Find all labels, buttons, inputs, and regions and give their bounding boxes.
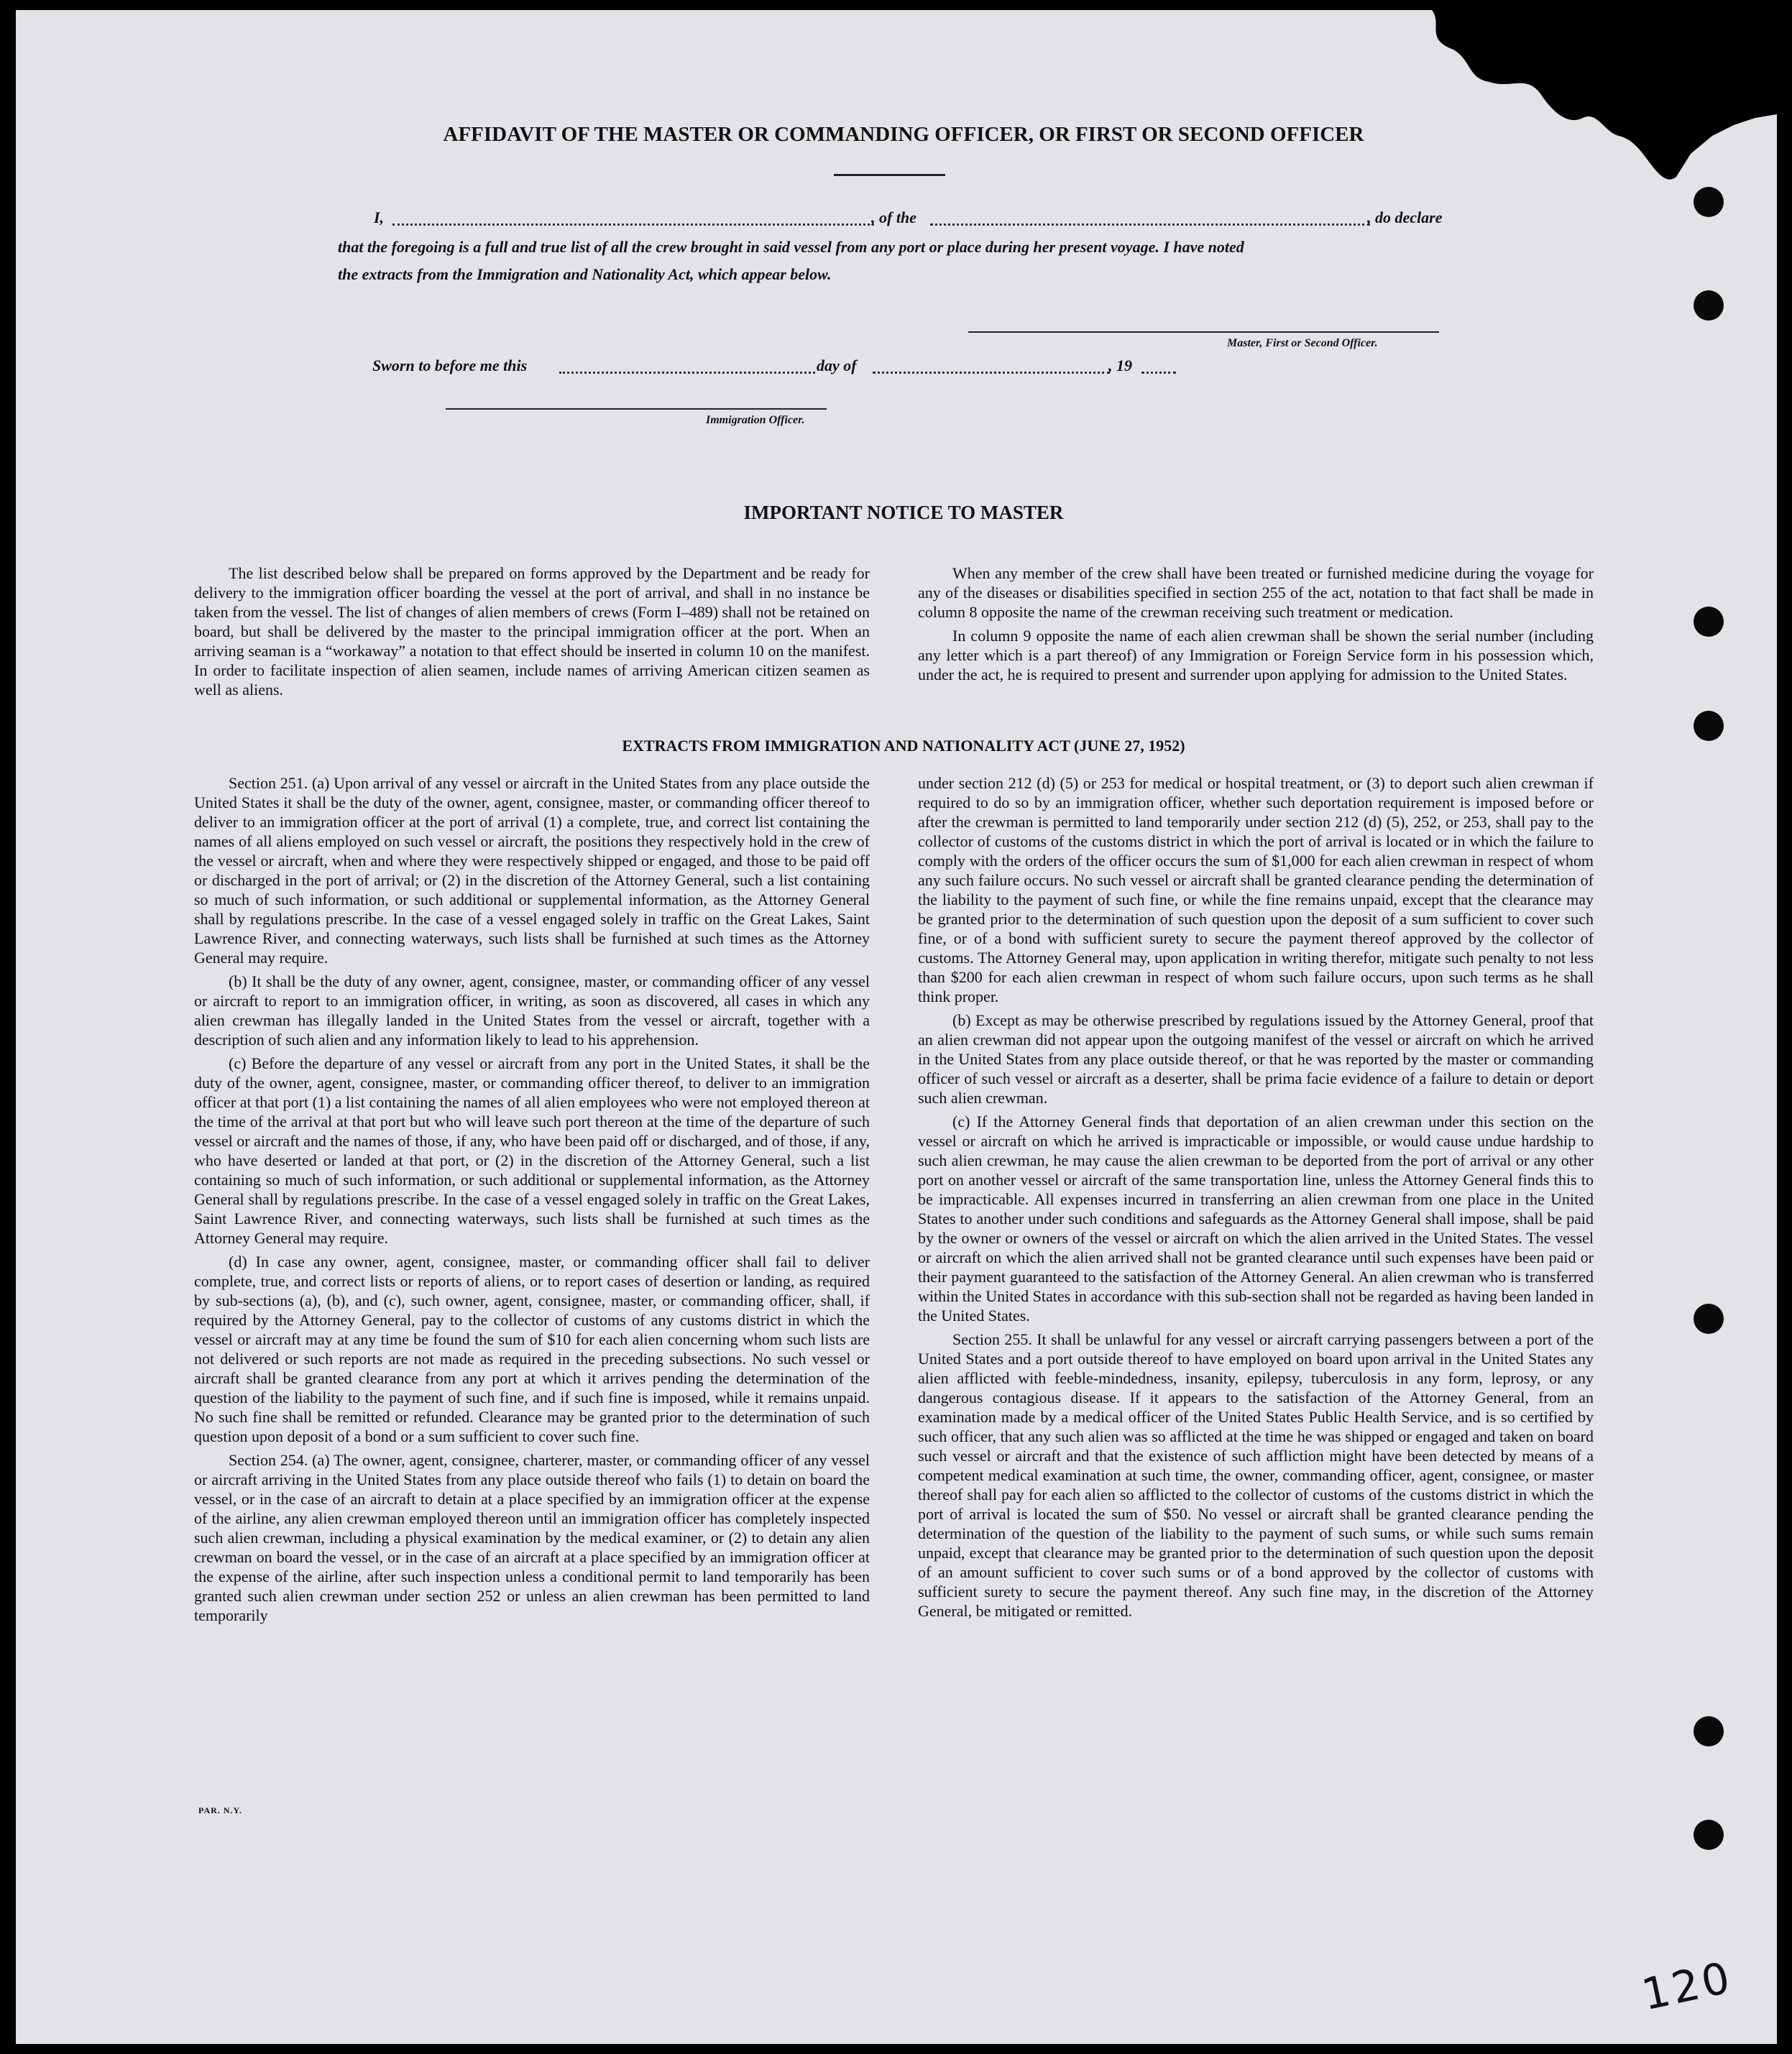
master-signature-label: Master, First or Second Officer. <box>1227 337 1378 349</box>
year-blank[interactable] <box>1141 372 1176 374</box>
extract-paragraph: (d) In case any owner, agent, consignee, master, or commanding officer shall fail to deliver complete, true, and correct lists or reports of aliens, or to report cases of desertion or landing, as required by sub-sections (a), (b), and (c), such owner, agent, consignee, master, or commanding officer, shall, if required by the Attorney General, pay to the collector of customs of any customs district in which the vessel or aircraft may at any time be found the sum of $10 for each alien concerning whom such lists are not delivered or such reports are not made as required in the preceding subsections. No such vessel or aircraft shall be granted clearance from any port at which it arrives pending the determination of the question of the liability to the payment of such fine, and if such fine is imposed, while it remains unpaid. No such fine shall be remitted or refunded. Clearance may be granted prior to the determination of such question upon deposit of a bond or a sum sufficient to cover such fine. <box>194 1253 870 1445</box>
extract-paragraph: Section 251. (a) Upon arrival of any vessel or aircraft in the United States from any place outside the United States it shall be the duty of the owner, agent, consignee, master, or commanding officer thereof to deliver to an immigration officer at the port of arrival (1) a complete, true, and correct list containing the names of all aliens employed on such vessel or aircraft, the positions they respectively hold in the crew of the vessel or aircraft, when and where they were respectively shipped or engaged, and those to be paid off or discharged in the port of arrival; or (2) in the discretion of the Attorney General, such a list containing so much of such information, or such additional or supplemental information, as the Attorney General shall by regulations prescribe. In the case of a vessel engaged solely in traffic on the Great Lakes, Saint Lawrence River, and connecting waterways, such lists shall be furnished at such times as the Attorney General may require. <box>194 774 870 967</box>
day-blank[interactable] <box>559 372 815 374</box>
notice-title: IMPORTANT NOTICE TO MASTER <box>743 502 1064 523</box>
notice-right-column <box>918 563 1594 688</box>
affidavit-line-2: that the foregoing is a full and true list of all the crew brought in said vessel from any port or place during her present voyage. I have noted <box>338 238 1244 256</box>
affidavit-i-label: I, <box>374 208 385 226</box>
day-of-label: day of <box>817 356 857 374</box>
notice-right-paragraph-1: When any member of the crew shall have been treated or furnished medicine during the voyage for any of the diseases or disabilities specified in section 255 of the act, notation to that fact shall be made in column 8 opposite the name of the crewman receiving such treatment or medication. <box>918 564 1594 621</box>
title-divider <box>834 174 945 176</box>
vessel-blank[interactable] <box>930 224 1370 226</box>
punch-hole <box>1694 1716 1724 1746</box>
extract-paragraph: Section 254. (a) The owner, agent, consignee, charterer, master, or commanding officer of any vessel or aircraft arriving in the United States from any place outside thereof who fails (1) to detain on board the vessel, or in the case of an aircraft to detain at a place specified by an immigration officer at the expense of the airline, any alien crewman employed thereon until an immigration officer has completely inspected such alien crewman, including a physical examination by the medical examiner, or (2) to detain any alien crewman on board the vessel, or in the case of an aircraft at a place specified by an immigration officer at the expense of the airline, after such inspection unless a conditional permit to land temporarily has been granted such alien crewman under section 252 or unless an alien crewman has been permitted to land temporarily <box>194 1451 870 1624</box>
affidavit-of-the-label: , of the <box>871 208 916 226</box>
torn-corner <box>1403 10 1777 197</box>
notice-right-paragraph-2: In column 9 opposite the name of each alien crewman shall be shown the serial number (including any letter which is a part thereof) of any Immigration or Foreign Service form in his possession which, under the act, he is required to present and surrender upon applying for admission to the United States. <box>918 627 1594 683</box>
punch-hole <box>1694 711 1724 741</box>
master-signature-line[interactable] <box>968 331 1439 333</box>
punch-hole <box>1694 1820 1724 1850</box>
notice-left-paragraph: The list described below shall be prepared on forms approved by the Department and be ready for delivery to the immigration officer boarding the vessel at the port of arrival, and shall in no instance be taken from the vessel. The list of changes of alien members of crews (Form I–489) shall not be retained on board, but shall be delivered by the master to the principal immigration officer at the port. When an arriving seaman is a “workaway” a notation to that effect should be inserted in column 10 on the manifest. In order to facilitate inspection of alien seamen, include names of arriving American citizen seamen as well as aliens. <box>194 564 870 699</box>
document-page <box>16 10 1777 2044</box>
extract-paragraph: (c) If the Attorney General finds that deportation of an alien crewman under this section on the vessel or aircraft on which he arrived is impracticable or impossible, or would cause undue hardship to such alien crewman, he may cause the alien crewman to be deported from the port of arrival or any other port on another vessel or aircraft of the same transportation line, unless the Attorney General finds this to be impracticable. All expenses incurred in transferring an alien crewman from one place in the United States to another under such conditions and safeguards as the Attorney General shall impose, shall be paid by the owner or owners of the vessel or aircraft on which the alien arrived in the United States. The vessel or aircraft on which the alien arrived shall not be granted clearance until such expenses have been paid or their payment guaranteed to the satisfaction of the Attorney General. An alien crewman who is transferred within the United States in accordance with this sub-section shall not be regarded as having been landed in the United States. <box>918 1113 1594 1325</box>
extract-paragraph: (c) Before the departure of any vessel or aircraft from any port in the United States, it shall be the duty of the owner, agent, consignee, master, or commanding officer thereof, to deliver to an immigration officer at that port (1) a list containing the names of all alien employees who were not employed thereon at the time of the arrival at that port but who will leave such port thereon at the time of the departure of such vessel or aircraft and the names of those, if any, who have been paid off or discharged, and of those, if any, who have deserted or landed at that port, or (2) in the discretion of the Attorney General, such a list containing so much of such information, or such additional or supplemental information, as the Attorney General shall by regulations prescribe. In the case of a vessel engaged solely in traffic on the Great Lakes, Saint Lawrence River, and connecting waterways, such lists shall be furnished at such times as the Attorney General may require. <box>194 1054 870 1247</box>
extract-paragraph: Section 255. It shall be unlawful for any vessel or aircraft carrying passengers between a port of the United States and a port outside thereof to have employed on board upon arrival in the United States any alien afflicted with feeble-mindedness, insanity, epilepsy, tuberculosis in any form, leprosy, or any dangerous contagious disease. If it appears to the satisfaction of the Attorney General, from an examination made by a medical officer of the United States Public Health Service, and is so certified by such officer, that any such alien was so afflicted at the time he was shipped or engaged and taken on board such vessel or aircraft and that the existence of such affliction might have been detected by means of a competent medical examination at such time, the owner, commanding officer, agent, consignee, or master thereof shall pay for each alien so afflicted to the collector of customs of the customs district in which the port of arrival is located the sum of $50. No vessel or aircraft shall be granted clearance pending the determination of the question of the liability to the payment of such sums, or while such sums remain unpaid, except that clearance may be granted prior to the determination of such question upon the deposit of an amount sufficient to cover such sums or of a bond approved by the collector of customs with sufficient surety to secure the payment thereof. Any such fine may, in the discretion of the Attorney General, be mitigated or remitted. <box>918 1330 1594 1620</box>
punch-hole <box>1694 290 1724 321</box>
name-blank[interactable] <box>392 224 874 226</box>
punch-hole <box>1694 1304 1724 1334</box>
extract-paragraph: under section 212 (d) (5) or 253 for medical or hospital treatment, or (3) to deport such alien crewman if required to do so by an immigration officer, whether such deportation requirement is imposed before or after the crewman is permitted to land temporarily under section 212 (d) (5), 252, or 253, shall pay to the collector of customs of the customs district in which the port of arrival is located or in which the failure to comply with the orders of the officer occurs the sum of $1,000 for each alien crewman in respect of whom any such failure occurs. No such vessel or aircraft shall be granted clearance pending the determination of the liability to the payment of such fine, or while the fine remains unpaid, except that the clearance may be granted prior to the determination of such question upon the deposit of a sum sufficient to cover such fine, or of a bond with sufficient surety to secure the payment thereof approved by the collector of customs. The Attorney General may, upon application in writing therefor, mitigate such penalty to not less than $200 for each alien crewman in respect of whom such failure occurs, upon such terms as he shall think proper. <box>918 774 1594 1005</box>
notice-left-column <box>194 563 870 704</box>
year-label: , 19 <box>1108 356 1132 374</box>
affidavit-title: AFFIDAVIT OF THE MASTER OR COMMANDING OFFICER, OR FIRST OR SECOND OFFICER <box>443 123 1364 146</box>
extract-paragraph: (b) It shall be the duty of any owner, agent, consignee, master, or commanding officer of any vessel or aircraft to report to an immigration officer, in writing, as soon as discovered, all cases in which any alien crewman has illegally landed in the United States from the vessel or aircraft, together with a description of such alien and any information likely to lead to his apprehension. <box>194 972 870 1049</box>
affidavit-declare-label: , do declare <box>1367 208 1443 226</box>
month-blank[interactable] <box>873 372 1110 374</box>
sworn-label: Sworn to before me this <box>372 356 528 374</box>
punch-hole <box>1694 607 1724 637</box>
affidavit-line-3: the extracts from the Immigration and Nationality Act, which appear below. <box>338 265 832 283</box>
extracts-right-column <box>918 773 1594 1625</box>
extracts-left-column <box>194 773 870 1629</box>
extract-paragraph: (b) Except as may be otherwise prescribed by regulations issued by the Attorney General, proof that an alien crewman did not appear upon the outgoing manifest of the vessel or aircraft on which he arrived in the United States from any place outside thereof, or that he was reported by the master or commanding officer of such vessel or aircraft as a deserter, shall be prima facie evidence of a failure to detain or deport such alien crewman. <box>918 1011 1594 1107</box>
printer-mark: PAR. N.Y. <box>198 1805 243 1815</box>
officer-signature-line[interactable] <box>446 408 827 410</box>
officer-signature-label: Immigration Officer. <box>706 414 805 426</box>
punch-hole <box>1694 187 1724 217</box>
extracts-title: EXTRACTS FROM IMMIGRATION AND NATIONALITY ACT (JUNE 27, 1952) <box>622 737 1185 755</box>
handwritten-page-number: 120 <box>1637 1952 1737 2021</box>
